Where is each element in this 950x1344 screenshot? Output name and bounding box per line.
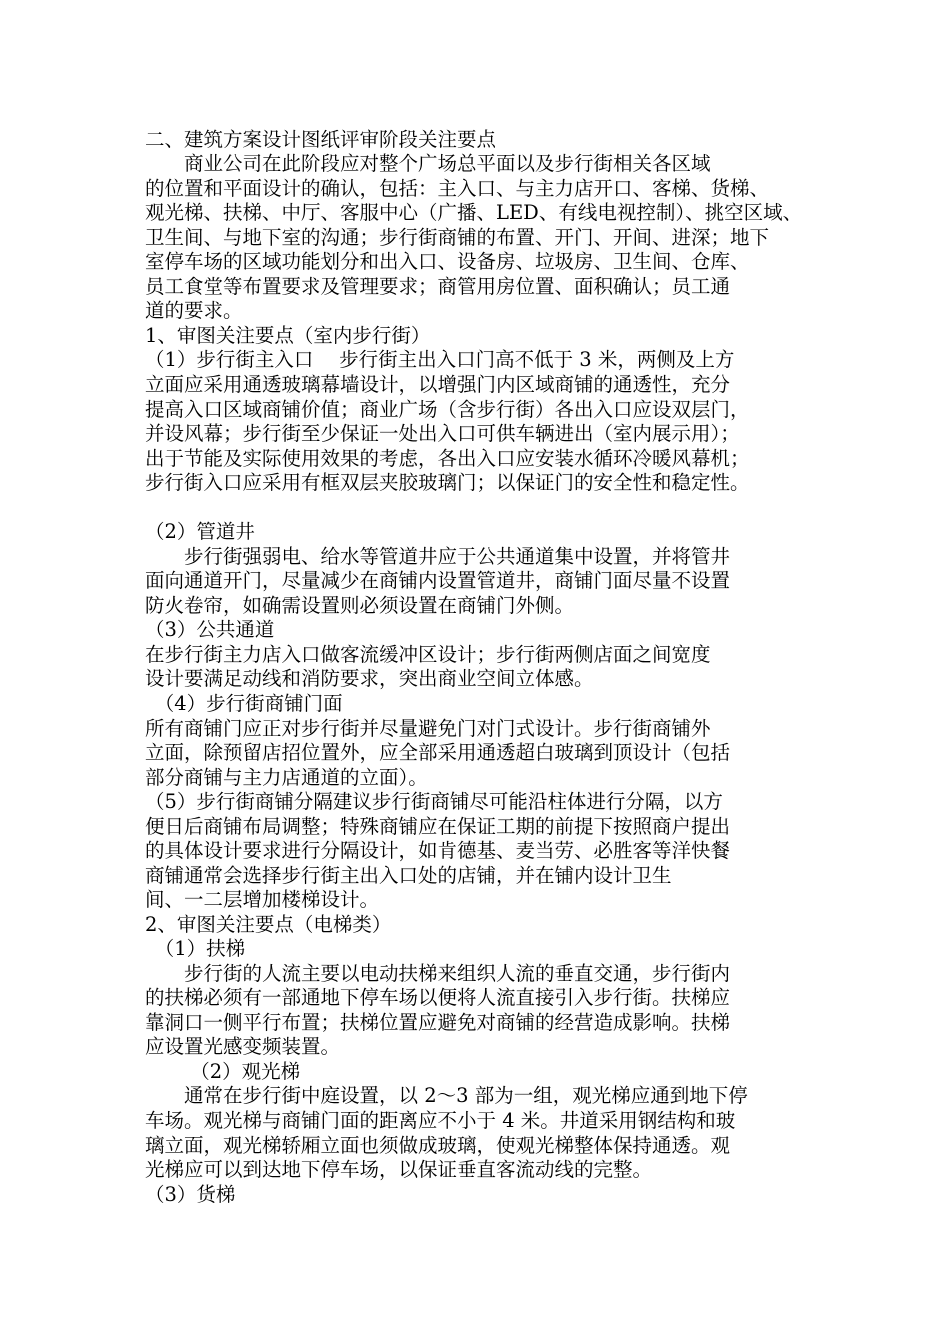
text-line: 步行街的人流主要以电动扶梯来组织人流的垂直交通，步行街内 [145,962,731,985]
text-line: 步行街入口应采用有框双层夹胶玻璃门；以保证门的安全性和稳定性。 [145,471,750,494]
section-heading: 二、建筑方案设计图纸评审阶段关注要点 [145,128,497,151]
text-line: 步行街强弱电、给水等管道井应于公共通道集中设置，并将管井 [145,545,731,568]
text-line: 员工食堂等布置要求及管理要求；商管用房位置、面积确认；员工通 [145,275,731,298]
text-line: 观光梯、扶梯、中厅、客服中心（广播、LED、有线电视控制）、挑空区域、 [145,201,803,224]
text-line: 便日后商铺布局调整；特殊商铺应在保证工期的前提下按照商户提出 [145,815,731,838]
subsection-heading: 1、审图关注要点（室内步行街） [145,324,431,347]
text-line: 卫生间、与地下室的沟通；步行街商铺的布置、开门、开间、进深；地下 [145,226,770,249]
item-heading: （3）货梯 [145,1183,236,1206]
text-line: 商业公司在此阶段应对整个广场总平面以及步行街相关各区域 [145,152,711,175]
text-line: 防火卷帘，如确需设置则必须设置在商铺门外侧。 [145,594,575,617]
text-line: （1）步行街主入口 步行街主出入口门高不低于 3 米，两侧及上方 [145,348,735,371]
text-line: 应设置光感变频装置。 [145,1035,341,1058]
text-line: 面向通道开门，尽量减少在商铺内设置管道井，商铺门面尽量不设置 [145,569,731,592]
text-line: 道的要求。 [145,299,243,322]
text-line: 光梯应可以到达地下停车场，以保证垂直客流动线的完整。 [145,1158,653,1181]
item-heading: （4）步行街商铺门面 [145,692,343,715]
text-line: 部分商铺与主力店通道的立面）。 [145,766,428,789]
text-line: （5）步行街商铺分隔建议步行街商铺尽可能沿柱体进行分隔，以方 [145,790,723,813]
text-line: 提高入口区域商铺价值；商业广场（含步行街）各出入口应设双层门， [145,398,750,421]
item-heading: （2）观光梯 [145,1060,301,1083]
text-line: 的位置和平面设计的确认，包括：主入口、与主力店开口、客梯、货梯、 [145,177,770,200]
text-line: 并设风幕；步行街至少保证一处出入口可供车辆进出（室内展示用）； [145,422,740,445]
text-line: 的扶梯必须有一部通地下停车场以便将人流直接引入步行街。扶梯应 [145,986,731,1009]
text-line: 间、一二层增加楼梯设计。 [145,888,380,911]
text-line: 在步行街主力店入口做客流缓冲区设计；步行街两侧店面之间宽度 [145,643,711,666]
text-line: 立面，除预留店招位置外，应全部采用通透超白玻璃到顶设计（包括 [145,741,731,764]
text-line: 璃立面，观光梯轿厢立面也须做成玻璃，使观光梯整体保持通透。观 [145,1134,731,1157]
item-heading: （3）公共通道 [145,618,275,641]
text-line: 立面应采用通透玻璃幕墙设计，以增强门内区域商铺的通透性，充分 [145,373,731,396]
text-line: 的具体设计要求进行分隔设计，如肯德基、麦当劳、必胜客等洋快餐 [145,839,731,862]
text-line: 室停车场的区域功能划分和出入口、设备房、垃圾房、卫生间、仓库、 [145,250,750,273]
text-line: 设计要满足动线和消防要求，突出商业空间立体感。 [145,667,594,690]
item-heading: （1）扶梯 [145,937,246,960]
text-line: 车场。观光梯与商铺门面的距离应不小于 4 米。井道采用钢结构和玻 [145,1109,736,1132]
text-line: 所有商铺门应正对步行街并尽量避免门对门式设计。步行街商铺外 [145,717,711,740]
text-line: 商铺通常会选择步行街主出入口处的店铺，并在铺内设计卫生 [145,864,672,887]
item-heading: （2）管道井 [145,520,255,543]
text-line: 出于节能及实际使用效果的考虑，各出入口应安装水循环冷暖风幕机； [145,447,750,470]
text-line: 靠洞口一侧平行布置；扶梯位置应避免对商铺的经营造成影响。扶梯 [145,1011,731,1034]
text-line: 通常在步行街中庭设置，以 2～3 部为一组，观光梯应通到地下停 [145,1084,748,1107]
subsection-heading: 2、审图关注要点（电梯类） [145,913,392,936]
